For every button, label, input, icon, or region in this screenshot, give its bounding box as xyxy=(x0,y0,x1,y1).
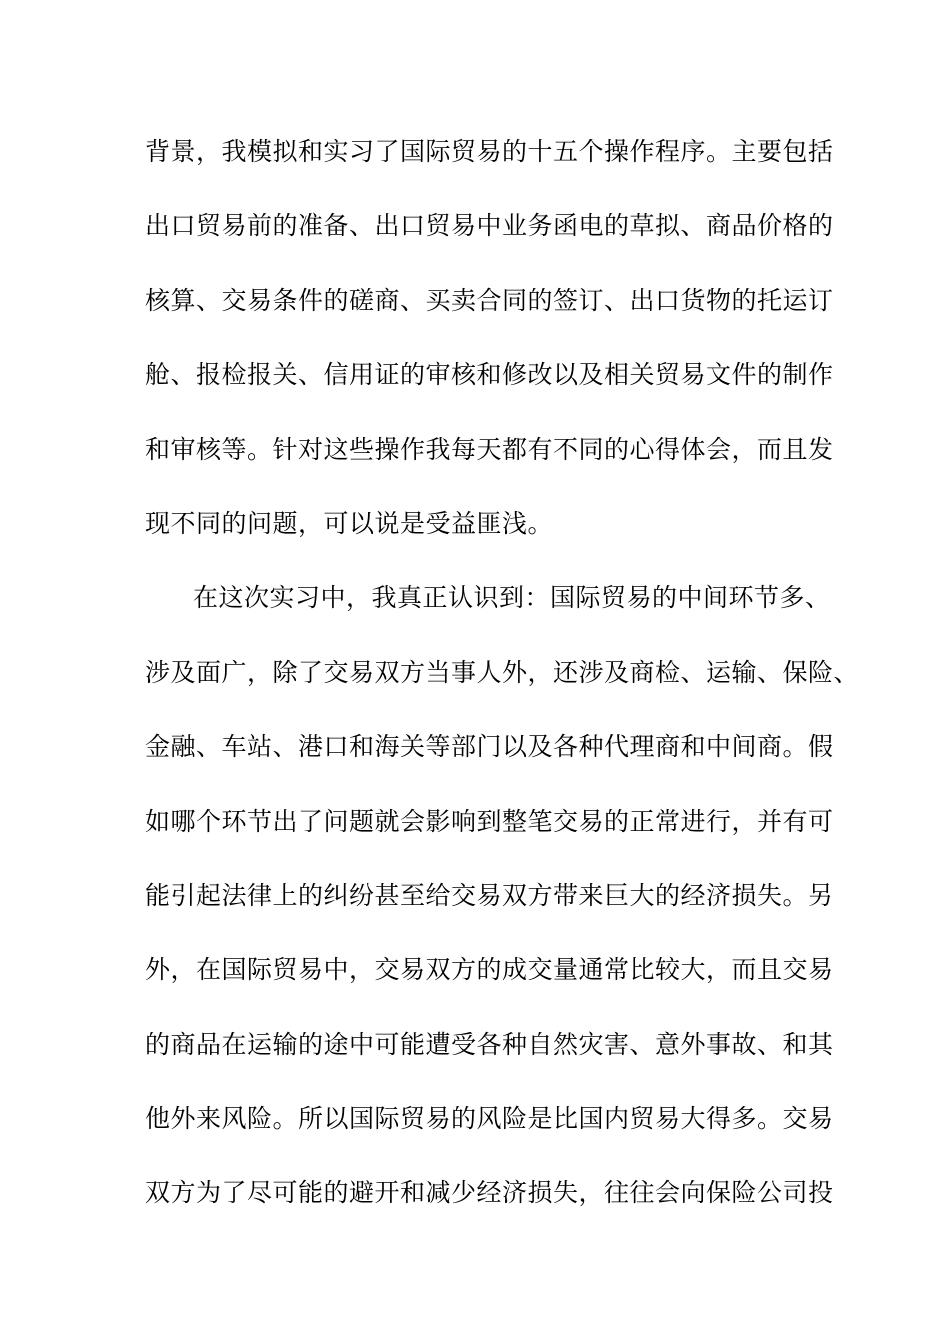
text-line: 现不同的问题，可以说是受益匪浅。 xyxy=(145,508,554,538)
text-line: 核算、交易条件的磋商、买卖合同的签订、出口货物的托运订 xyxy=(145,285,834,315)
text-line: 外，在国际贸易中，交易双方的成交量通常比较大，而且交易 xyxy=(145,955,834,985)
text-line: 双方为了尽可能的避开和减少经济损失，往往会向保险公司投 xyxy=(145,1178,834,1208)
body-text xyxy=(145,133,860,1249)
text-line: 舱、报检报关、信用证的审核和修改以及相关贸易文件的制作 xyxy=(145,360,834,390)
text-line: 如哪个环节出了问题就会影响到整笔交易的正常进行，并有可 xyxy=(145,806,834,836)
text-line: 出口贸易前的准备、出口贸易中业务函电的草拟、商品价格的 xyxy=(145,211,834,241)
text-line: 和审核等。针对这些操作我每天都有不同的心得体会，而且发 xyxy=(145,434,834,464)
text-line: 能引起法律上的纠纷甚至给交易双方带来巨大的经济损失。另 xyxy=(145,880,834,910)
text-line: 他外来风险。所以国际贸易的风险是比国内贸易大得多。交易 xyxy=(145,1104,834,1134)
text-line: 背景，我模拟和实习了国际贸易的十五个操作程序。主要包括 xyxy=(145,137,834,166)
paragraph-first-line: 在这次实习中，我真正认识到：国际贸易的中间环节多、 xyxy=(193,583,831,613)
text-line: 的商品在运输的途中可能遭受各种自然灾害、意外事故、和其 xyxy=(145,1029,834,1059)
text-line: 金融、车站、港口和海关等部门以及各种代理商和中间商。假 xyxy=(145,732,834,762)
text-line: 涉及面广，除了交易双方当事人外，还涉及商检、运输、保险、 xyxy=(145,657,860,687)
